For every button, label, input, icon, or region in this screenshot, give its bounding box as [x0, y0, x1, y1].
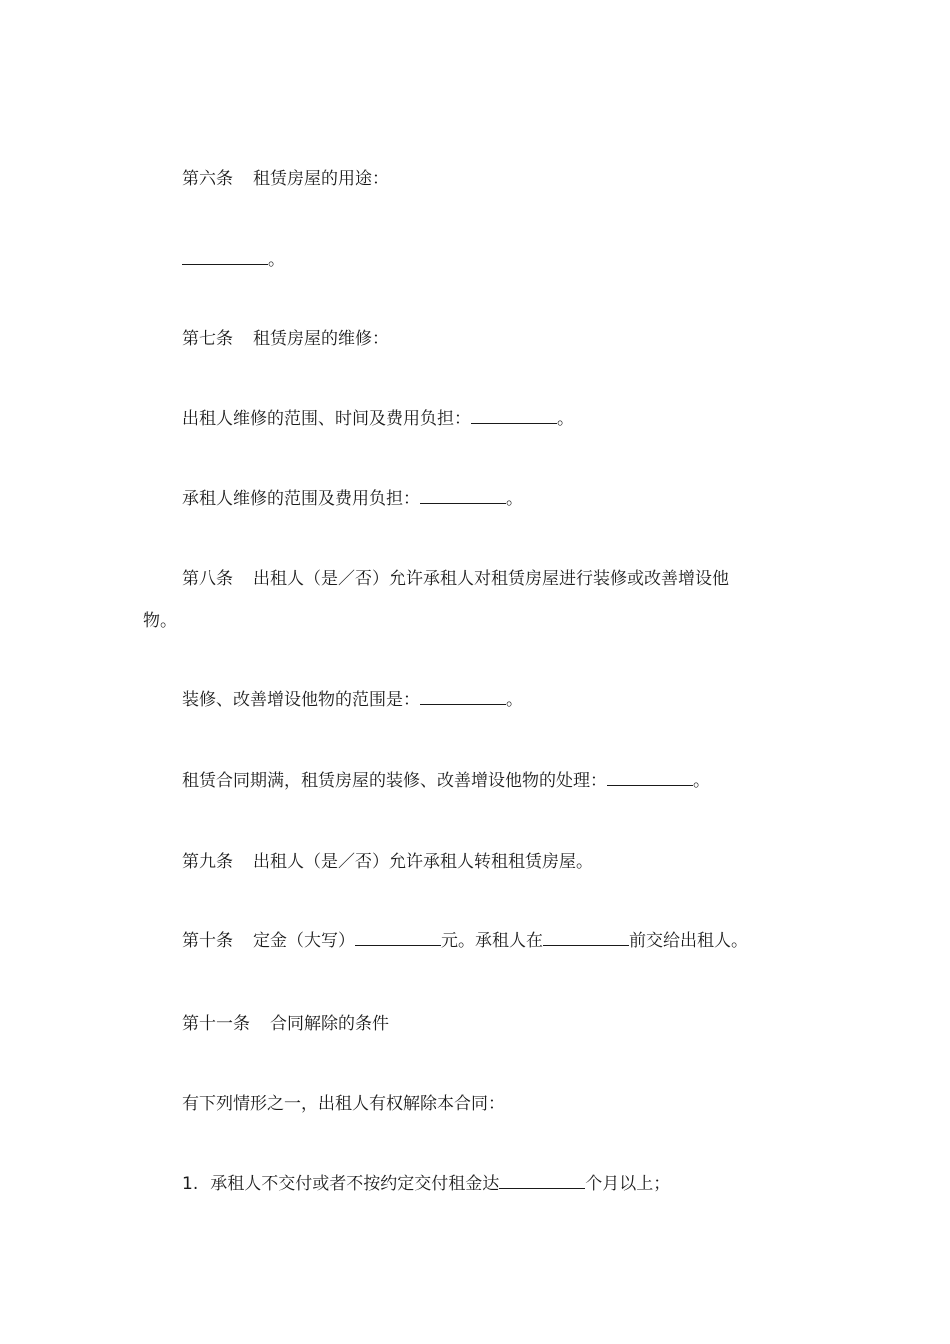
article-11-item-1: 1. 承租人不交付或者不按约定交付租金达 个月以上；	[182, 1174, 671, 1194]
article-6-blank-line: 。	[182, 248, 285, 272]
article-9: 第九条 出租人（是／否）允许承租人转租租赁房屋。	[182, 852, 593, 872]
article-number: 第十一条	[182, 1014, 250, 1034]
article-7-lessor-repair: 出租人维修的范围、时间及费用负担： 。	[182, 409, 574, 429]
article-number: 第九条	[182, 852, 233, 872]
article-10: 第十条 定金（大写） 元。承租人在 前交给出租人。	[182, 931, 748, 951]
article-8-expiry: 租赁合同期满，租赁房屋的装修、改善增设他物的处理： 。	[182, 771, 710, 791]
list-number: 1.	[182, 1174, 199, 1194]
fill-in-blank[interactable]	[607, 769, 693, 786]
article-number: 第八条	[182, 569, 233, 589]
article-title: 租赁房屋的维修：	[253, 329, 389, 349]
fill-in-blank[interactable]	[499, 1172, 585, 1189]
article-7-heading	[182, 327, 389, 351]
article-title: 租赁房屋的用途：	[253, 169, 389, 189]
article-number: 第七条	[182, 329, 233, 349]
fill-in-blank[interactable]	[471, 407, 557, 424]
fill-in-blank[interactable]	[420, 487, 506, 504]
article-8-line-2: 物。	[143, 611, 177, 631]
article-7-lessee-repair: 承租人维修的范围及费用负担： 。	[182, 489, 523, 509]
fill-in-blank[interactable]	[420, 688, 506, 705]
article-11-intro: 有下列情形之一，出租人有权解除本合同：	[182, 1094, 505, 1114]
article-8-scope: 装修、改善增设他物的范围是： 。	[182, 690, 523, 710]
article-title: 合同解除的条件	[270, 1014, 389, 1034]
article-8-line-1: 第八条 出租人（是／否）允许承租人对租赁房屋进行装修或改善增设他	[182, 569, 729, 589]
article-6-heading	[182, 167, 389, 191]
fill-in-blank[interactable]	[543, 929, 629, 946]
fill-in-blank[interactable]	[355, 929, 441, 946]
article-number: 第十条	[182, 931, 233, 951]
article-11-heading	[182, 1012, 389, 1036]
article-number: 第六条	[182, 169, 233, 189]
fill-in-blank[interactable]	[182, 248, 268, 265]
